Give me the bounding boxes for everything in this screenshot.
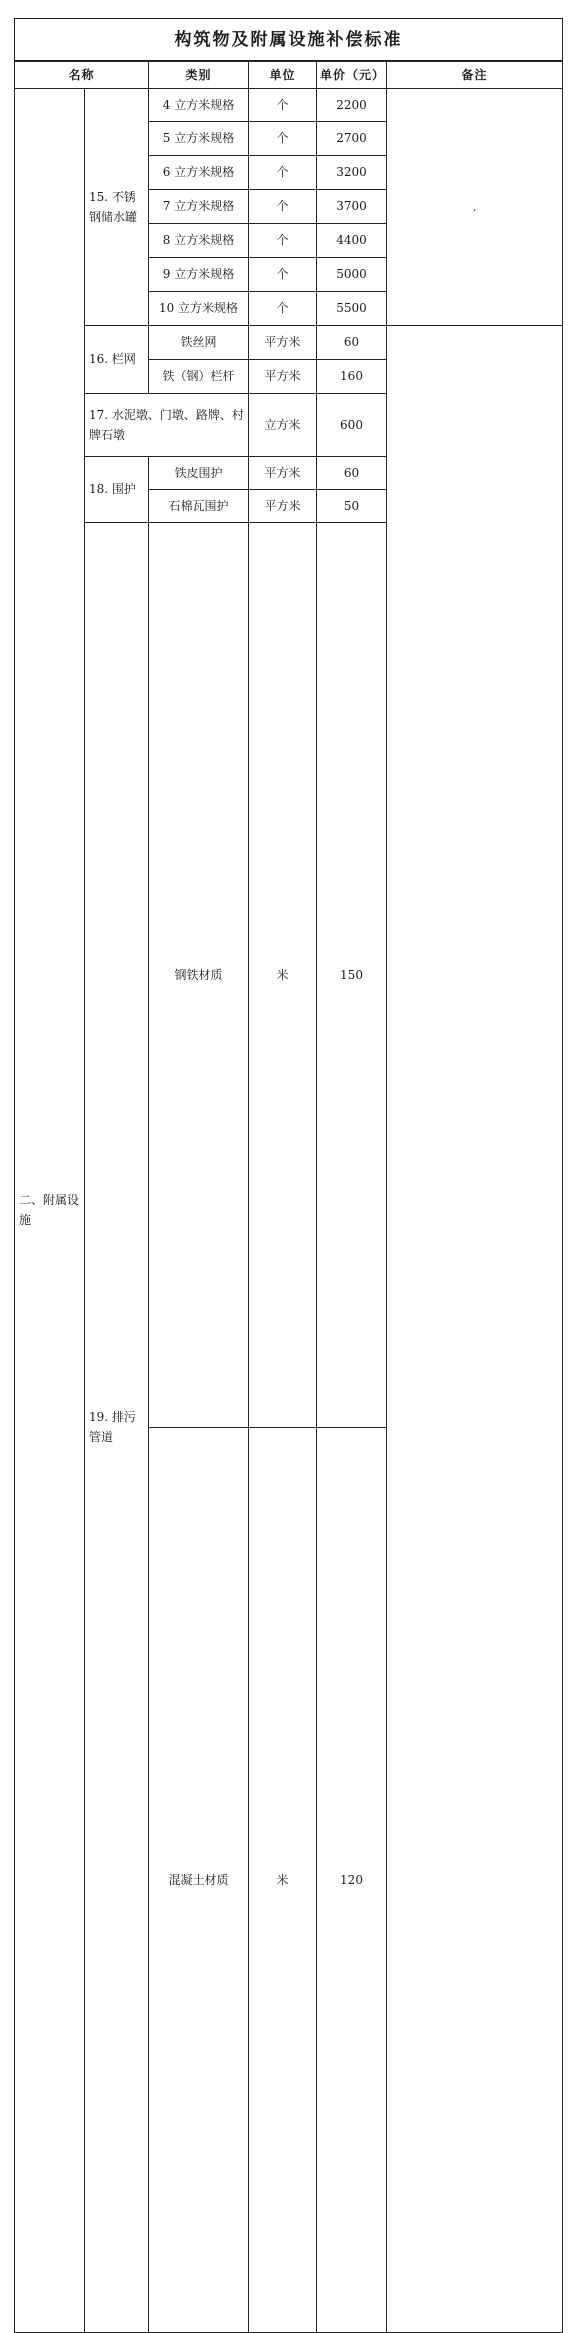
table-cell: 个 xyxy=(249,257,317,291)
section-label: 二、附属设施 xyxy=(15,88,85,2332)
table-cell: 个 xyxy=(249,223,317,257)
header-unit: 单位 xyxy=(249,61,317,88)
table-cell: 9 立方米规格 xyxy=(149,257,249,291)
table-cell: 5000 xyxy=(317,257,387,291)
table-cell: 60 xyxy=(317,325,387,359)
table-cell: 钢铁材质 xyxy=(149,522,249,1427)
table-cell: 600 xyxy=(317,393,387,456)
header-category: 类别 xyxy=(149,61,249,88)
table-cell: 平方米 xyxy=(249,456,317,489)
table-cell: 2700 xyxy=(317,121,387,155)
table-cell: 混凝土材质 xyxy=(149,1427,249,2332)
table-cell: 4 立方米规格 xyxy=(149,88,249,121)
table-cell: 160 xyxy=(317,359,387,393)
group-15-name: 15. 不锈钢储水罐 xyxy=(85,88,149,325)
remark-empty xyxy=(387,325,563,2332)
table-cell: 个 xyxy=(249,155,317,189)
table-cell: 8 立方米规格 xyxy=(149,223,249,257)
table-cell: 5500 xyxy=(317,291,387,325)
table-cell: 5 立方米规格 xyxy=(149,121,249,155)
table-cell: 2200 xyxy=(317,88,387,121)
table-cell: 个 xyxy=(249,121,317,155)
table-cell: 7 立方米规格 xyxy=(149,189,249,223)
table-cell: 米 xyxy=(249,1427,317,2332)
table-cell: 石棉瓦围护 xyxy=(149,489,249,522)
header-name: 名称 xyxy=(15,61,149,88)
table-cell: 个 xyxy=(249,189,317,223)
table-cell: 4400 xyxy=(317,223,387,257)
table-cell: 50 xyxy=(317,489,387,522)
table-cell: 平方米 xyxy=(249,359,317,393)
table-cell: 150 xyxy=(317,522,387,1427)
table-cell: 铁（钢）栏杆 xyxy=(149,359,249,393)
table-title: 构筑物及附属设施补偿标准 xyxy=(15,19,563,62)
header-remark: 备注 xyxy=(387,61,563,88)
header-price: 单价（元） xyxy=(317,61,387,88)
group-15-remark: . xyxy=(387,88,563,325)
table-cell: 6 立方米规格 xyxy=(149,155,249,189)
table-cell: 个 xyxy=(249,88,317,121)
table-cell: 立方米 xyxy=(249,393,317,456)
table-cell: 平方米 xyxy=(249,325,317,359)
table-cell: 平方米 xyxy=(249,489,317,522)
table-cell: 10 立方米规格 xyxy=(149,291,249,325)
group-19-name: 19. 排污管道 xyxy=(85,522,149,2332)
table-cell: 3200 xyxy=(317,155,387,189)
table-cell: 米 xyxy=(249,522,317,1427)
group-18-name: 18. 围护 xyxy=(85,456,149,522)
table-cell: 3700 xyxy=(317,189,387,223)
table-cell: 60 xyxy=(317,456,387,489)
table-cell: 铁皮围护 xyxy=(149,456,249,489)
table-cell: 120 xyxy=(317,1427,387,2332)
compensation-table xyxy=(14,18,563,2333)
table-cell: 铁丝网 xyxy=(149,325,249,359)
table-cell: 个 xyxy=(249,291,317,325)
group-16-name: 16. 栏网 xyxy=(85,325,149,393)
group-17-name: 17. 水泥墩、门墩、路牌、村牌石墩 xyxy=(85,393,249,456)
